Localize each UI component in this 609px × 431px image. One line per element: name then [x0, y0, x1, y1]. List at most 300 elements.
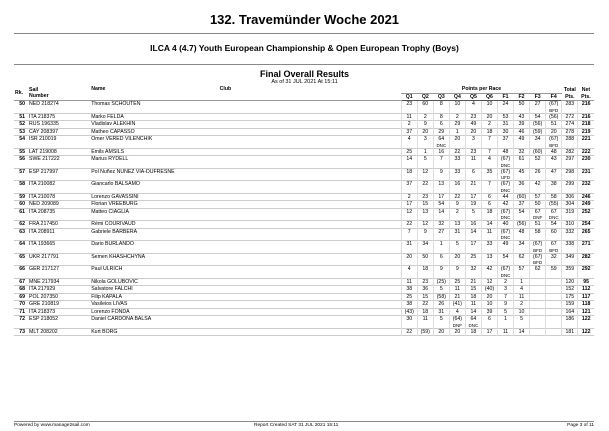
race-score-cell [417, 181, 433, 194]
race-score-cell [514, 168, 530, 181]
race-score-cell [433, 208, 449, 221]
race-score-value: 33 [454, 168, 461, 175]
net-points-cell: 122 [578, 328, 594, 336]
net-points-cell: 246 [578, 193, 594, 201]
race-score-value: 9 [423, 228, 427, 235]
race-score-value: 4 [520, 286, 523, 292]
race-score-cell [497, 253, 513, 266]
race-score-value: 37 [406, 128, 413, 135]
race-score-cell [465, 208, 481, 221]
race-score-cell [401, 301, 417, 309]
race-score-value: 11 [454, 286, 461, 292]
total-points-cell: 274 [562, 121, 578, 129]
race-score-cell [530, 266, 546, 279]
club-cell [219, 301, 402, 309]
name-header: Name [90, 86, 218, 101]
rank-cell: 51 [19, 113, 26, 120]
sailor-name-cell: Semen KHASHCHYNA [91, 253, 146, 260]
club-cell [219, 201, 402, 209]
race-score-cell [417, 293, 433, 301]
race-score-cell [546, 221, 562, 229]
race-score-value: 17 [470, 193, 477, 200]
race-score-value: 17 [486, 328, 493, 335]
penalty-code: DNF [452, 322, 462, 328]
race-score-value: 4 [471, 101, 475, 107]
sail-number-cell: ESP 217997 [29, 168, 59, 175]
sail-number-cell: FRA 217450 [29, 221, 58, 227]
net-points-cell: 95 [578, 278, 594, 286]
race-score-value: 3 [504, 286, 507, 292]
race-score-cell [433, 301, 449, 309]
table-row [14, 193, 594, 201]
race-score-value: 10 [486, 101, 493, 107]
race-score-value: 31 [454, 228, 461, 235]
race-score-cell [530, 181, 546, 194]
race-score-cell [433, 156, 449, 169]
race-score-cell [497, 278, 513, 286]
race-score-cell [497, 286, 513, 294]
race-score-value: 40 [502, 221, 509, 227]
race-score-cell [481, 253, 497, 266]
race-score-cell [465, 168, 481, 181]
club-header: Club [219, 86, 402, 101]
race-score-cell [449, 181, 465, 194]
race-score-cell [401, 208, 417, 221]
race-score-value: 11 [470, 301, 477, 307]
rank-cell: 70 [19, 301, 26, 307]
rank-cell: 73 [19, 328, 26, 335]
table-row [14, 168, 594, 181]
race-score-value: 15 [422, 201, 429, 207]
club-cell [219, 113, 402, 121]
race-score-value: 17 [406, 201, 413, 207]
total-points-cell: 164 [562, 308, 578, 316]
race-score-value: 5 [439, 286, 443, 292]
race-score-value: 17 [438, 193, 445, 200]
net-points-cell: 230 [578, 156, 594, 169]
sail-number-cell: GRE 210819 [29, 301, 60, 307]
race-score-value: (58) [436, 293, 446, 300]
total-points-cell: 282 [562, 148, 578, 156]
race-score-value: 52 [534, 156, 541, 162]
race-score-cell [401, 128, 417, 136]
race-score-value: 14 [406, 156, 413, 162]
race-score-cell [433, 128, 449, 136]
race-score-cell [481, 221, 497, 229]
race-score-value: 5 [455, 241, 459, 247]
penalty-code: BFD [549, 107, 559, 113]
race-score-value: 38 [406, 301, 413, 307]
race-score-cell [449, 201, 465, 209]
race-score-value: 53 [502, 113, 509, 120]
sail-header-label: Sail [29, 86, 39, 93]
race-score-cell [417, 128, 433, 136]
race-score-cell [417, 266, 433, 279]
race-score-value: 45 [518, 168, 525, 175]
sailor-name-cell: Daniel CARDONA BALSA [91, 316, 152, 322]
race-score-cell [481, 156, 497, 169]
sailor-name-cell: Giancarlo BALSAMO [91, 181, 140, 187]
race-score-cell [401, 241, 417, 254]
race-score-value: (40) [484, 286, 495, 292]
sail-number-cell: GER 217127 [29, 266, 60, 272]
race-score-cell [433, 168, 449, 181]
race-score-value: 14 [518, 328, 525, 335]
race-score-cell [449, 121, 465, 129]
net-header-sub: Pts. [581, 93, 591, 100]
race-header-q1: Q1 [401, 93, 417, 101]
race-score-cell [465, 241, 481, 254]
net-points-cell: 218 [578, 121, 594, 129]
race-score-value: 67 [534, 208, 541, 215]
penalty-code: DNF [532, 215, 543, 220]
race-score-cell [546, 181, 562, 194]
table-row [14, 113, 594, 121]
race-score-value: 6 [488, 316, 491, 322]
race-score-cell [546, 168, 562, 181]
class-subtitle: ILCA 4 (4.7) Youth European Championship & Open European Trophy (Boys) [150, 43, 459, 53]
sailor-name-cell: Vasileios LIVAS [91, 301, 128, 307]
race-score-cell [465, 253, 481, 266]
race-score-value: 4 [407, 266, 411, 272]
race-score-value: 6 [439, 253, 443, 260]
race-score-value: 25 [470, 253, 477, 260]
race-score-value: 1 [439, 241, 443, 247]
race-score-cell [514, 293, 530, 301]
race-score-cell [417, 156, 433, 169]
race-score-value: 37 [406, 181, 413, 187]
race-score-value: (55) [549, 201, 559, 207]
rank-cell: 61 [19, 208, 26, 215]
race-score-value: 20 [470, 128, 477, 135]
race-header-q2: Q2 [417, 93, 433, 101]
race-score-cell [465, 293, 481, 301]
race-score-value: 60 [550, 228, 557, 235]
race-score-cell [433, 136, 449, 149]
total-points-cell: 278 [562, 128, 578, 136]
race-score-value: 6 [488, 201, 491, 207]
table-row [14, 221, 594, 229]
race-score-value: 49 [502, 241, 509, 247]
total-points-cell: 349 [562, 253, 578, 266]
race-score-value: 11 [486, 228, 493, 235]
race-score-cell [401, 253, 417, 266]
race-score-cell [530, 168, 546, 181]
race-score-cell [497, 201, 513, 209]
race-score-value: 16 [454, 181, 461, 187]
race-score-value: 67 [550, 241, 557, 247]
race-score-value: 32 [518, 148, 525, 155]
race-score-value: 5 [504, 308, 507, 315]
race-score-cell [530, 113, 546, 121]
race-score-value: 26 [438, 301, 445, 307]
race-score-cell [514, 181, 530, 194]
race-score-cell [465, 101, 481, 114]
race-score-cell [514, 201, 530, 209]
race-score-value: 13 [422, 208, 429, 215]
sail-number-cell: ITA 193665 [29, 241, 56, 247]
race-score-value: (67) [532, 253, 543, 260]
race-score-value: 60 [422, 101, 429, 107]
total-header-label: Total [563, 87, 576, 93]
race-header-f4: F4 [546, 93, 562, 101]
sailor-name-cell: Vladislav ALEKHIN [91, 121, 136, 127]
race-score-cell [449, 113, 465, 121]
race-score-value: 48 [550, 148, 557, 155]
race-score-value: 12 [486, 278, 493, 285]
race-score-value: 20 [454, 253, 461, 260]
table-row [14, 316, 594, 329]
total-points-cell: 152 [562, 286, 578, 294]
race-score-cell [417, 241, 433, 254]
race-score-value: (59) [532, 128, 543, 135]
table-row [14, 308, 594, 316]
subtitle-divider [14, 64, 594, 65]
report-title: Final Overall Results [259, 69, 350, 79]
net-points-cell: 112 [578, 286, 594, 294]
race-score-cell [449, 168, 465, 181]
race-score-cell [546, 121, 562, 129]
race-score-value: 50 [518, 101, 525, 107]
race-score-value: 4 [455, 308, 459, 315]
penalty-code: DNC [500, 235, 511, 240]
sail-number-cell: NED 209089 [29, 201, 59, 207]
sail-number-cell: ITA 210078 [29, 193, 56, 200]
race-score-cell [401, 168, 417, 181]
race-score-cell [481, 168, 497, 181]
net-header [578, 86, 594, 101]
race-score-cell [465, 121, 481, 129]
race-score-cell [433, 201, 449, 209]
race-score-value: 5 [520, 316, 523, 322]
table-row [14, 293, 594, 301]
race-score-value: 9 [439, 266, 443, 272]
race-score-cell [465, 278, 481, 286]
race-score-value: 7 [488, 148, 491, 155]
rank-cell: 68 [19, 286, 26, 292]
race-score-cell [401, 101, 417, 114]
total-points-cell: 120 [562, 278, 578, 286]
race-score-cell [514, 193, 530, 201]
sail-number-cell: ITA 218375 [29, 113, 56, 120]
race-score-cell [481, 136, 497, 149]
race-score-value: 21 [470, 181, 477, 187]
race-score-value: 24 [502, 101, 509, 107]
race-score-value: 32 [438, 221, 445, 227]
table-row [14, 136, 594, 149]
sailor-name-cell: Thomas SCHOUTEN [91, 101, 141, 107]
net-points-cell: 117 [578, 293, 594, 301]
race-score-cell [546, 328, 562, 336]
race-score-cell [497, 121, 513, 129]
race-score-cell [530, 286, 546, 294]
rank-cell: 62 [19, 221, 26, 227]
race-score-cell [465, 316, 481, 329]
race-score-cell [449, 128, 465, 136]
total-points-cell: 359 [562, 266, 578, 279]
total-points-cell: 186 [562, 316, 578, 329]
penalty-code: BFD [533, 260, 543, 265]
race-header-q5: Q5 [465, 93, 481, 101]
club-cell [219, 121, 402, 129]
race-score-cell [433, 316, 449, 329]
race-score-value: 67 [550, 208, 557, 215]
race-score-cell [417, 308, 433, 316]
race-score-cell [497, 328, 513, 336]
race-score-cell [530, 148, 546, 156]
race-score-cell [401, 286, 417, 294]
race-score-value: 50 [534, 201, 541, 207]
penalty-code: BFD [533, 247, 543, 253]
penalty-code: DNC [436, 142, 447, 148]
race-score-cell [481, 286, 497, 294]
sailor-name-cell: Marius RYDELL [91, 156, 129, 162]
race-score-cell [497, 308, 513, 316]
race-score-value: 21 [454, 293, 461, 300]
race-score-cell [514, 113, 530, 121]
race-score-cell [497, 156, 513, 169]
race-score-cell [497, 168, 513, 181]
race-score-value: 29 [454, 121, 461, 127]
race-score-value: (56) [516, 221, 527, 227]
race-score-value: 22 [406, 328, 413, 335]
race-score-cell [546, 208, 562, 221]
total-points-cell: 306 [562, 193, 578, 201]
race-score-cell [497, 293, 513, 301]
race-score-cell [433, 328, 449, 336]
race-score-value: 31 [502, 121, 509, 127]
race-score-value: 11 [406, 113, 412, 120]
race-score-cell [465, 136, 481, 149]
race-score-cell [401, 328, 417, 336]
net-header-label: Net [581, 87, 591, 93]
race-score-value: 18 [422, 308, 429, 315]
race-score-value: 42 [502, 201, 509, 207]
race-score-value: 23 [406, 101, 413, 107]
race-score-cell [401, 228, 417, 241]
race-score-cell [449, 101, 465, 114]
race-score-value: 22 [406, 221, 413, 227]
race-score-value: 9 [504, 301, 507, 307]
race-score-cell [401, 221, 417, 229]
race-score-cell [401, 308, 417, 316]
total-points-cell: 272 [562, 113, 578, 121]
race-score-cell [546, 156, 562, 169]
race-score-value: 59 [550, 266, 557, 272]
race-score-cell [514, 241, 530, 254]
race-score-value: 11 [406, 278, 412, 285]
race-score-cell [546, 136, 562, 149]
race-score-value: (41) [452, 301, 462, 307]
race-score-cell [546, 316, 562, 329]
net-points-cell: 252 [578, 208, 594, 221]
footer-report-created: Report Created SAT 31 JUL 2021 15:11 [254, 423, 339, 428]
penalty-code: DNC [500, 162, 511, 168]
race-score-value: 37 [502, 136, 509, 142]
race-score-cell [449, 266, 465, 279]
race-score-cell [465, 301, 481, 309]
total-points-cell: 310 [562, 221, 578, 229]
race-score-value: 20 [406, 253, 413, 260]
club-cell [219, 253, 402, 266]
race-score-value: 14 [438, 208, 445, 215]
table-row [14, 201, 594, 209]
race-score-value: 54 [518, 208, 525, 215]
rank-cell: 71 [19, 308, 26, 315]
race-score-value: 57 [534, 193, 541, 200]
race-score-value: 22 [454, 148, 461, 155]
race-score-value: 4 [407, 136, 411, 142]
club-cell [219, 241, 402, 254]
race-score-value: (67) [549, 101, 559, 107]
rank-cell: 72 [19, 316, 26, 322]
table-row [14, 301, 594, 309]
race-score-value: 31 [438, 308, 445, 315]
race-score-cell [497, 208, 513, 221]
race-score-cell [465, 156, 481, 169]
race-score-value: 49 [518, 136, 525, 142]
net-points-cell: 282 [578, 253, 594, 266]
penalty-code: DNC [548, 215, 559, 220]
table-row [14, 253, 594, 266]
race-score-value: 32 [470, 266, 477, 272]
race-score-value: 9 [423, 121, 427, 127]
race-score-value: 14 [470, 228, 477, 235]
table-row [14, 228, 594, 241]
race-score-value: 30 [406, 316, 413, 322]
race-score-value: (67) [532, 241, 543, 247]
race-score-cell [449, 293, 465, 301]
race-score-cell [514, 136, 530, 149]
race-score-cell [546, 286, 562, 294]
race-score-cell [546, 101, 562, 114]
rank-cell: 64 [19, 241, 26, 247]
race-score-cell [401, 201, 417, 209]
race-score-value: 29 [438, 128, 445, 135]
sailor-name-cell: Matteo CIAGLIA [91, 208, 129, 215]
sail-number-cell: UKR 217791 [29, 253, 59, 260]
race-score-value: 5 [423, 156, 427, 162]
race-score-cell [481, 228, 497, 241]
race-score-cell [514, 101, 530, 114]
race-score-cell [417, 278, 433, 286]
race-score-cell [481, 208, 497, 221]
race-score-value: 48 [502, 148, 509, 155]
race-score-cell [401, 293, 417, 301]
sail-number-cell: CAY 208397 [29, 128, 58, 135]
race-score-value: 49 [470, 121, 477, 127]
sail-number-cell: ITA 217929 [29, 286, 56, 292]
race-score-value: 58 [550, 193, 557, 200]
race-score-value: (56) [532, 121, 543, 127]
race-score-cell [481, 241, 497, 254]
sail-number-cell: RUS 196335 [29, 121, 59, 127]
race-score-value: 5 [471, 208, 475, 215]
race-score-value: 32 [550, 253, 557, 260]
sail-number-cell: ITA 208911 [29, 228, 55, 235]
race-score-cell [401, 113, 417, 121]
results-table [14, 86, 594, 336]
penalty-code: BFD [549, 142, 559, 148]
total-header [562, 86, 578, 101]
race-score-value: 20 [438, 328, 445, 335]
race-score-cell [546, 293, 562, 301]
rank-cell: 67 [19, 278, 26, 285]
race-score-cell [530, 228, 546, 241]
race-score-cell [481, 293, 497, 301]
race-score-cell [417, 253, 433, 266]
race-score-cell [449, 278, 465, 286]
